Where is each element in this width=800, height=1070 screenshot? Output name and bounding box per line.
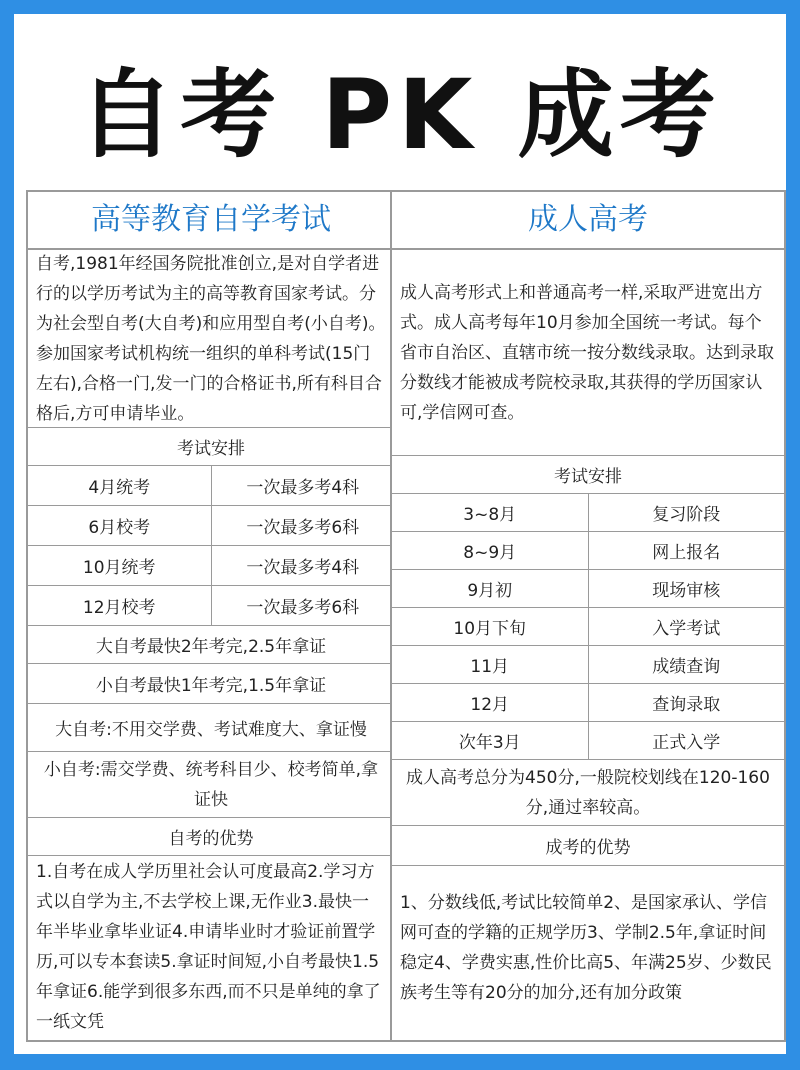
self-study-advantages: [28, 856, 394, 1038]
schedule-time: 9月初: [467, 581, 513, 601]
schedule-time: 3~8月: [463, 505, 517, 525]
schedule-desc: 正式入学: [588, 722, 785, 759]
table-row: [392, 494, 784, 532]
small-self-study-fastest: 小自考最快1年考完,1.5年拿证: [28, 664, 394, 704]
schedule-desc: 入学考试: [588, 608, 785, 645]
schedule-desc: 一次最多考6科: [211, 506, 395, 545]
adult-exam-column: [390, 190, 786, 1042]
table-row: [392, 684, 784, 722]
schedule-time: 10月下旬: [453, 619, 527, 639]
schedule-desc: 一次最多考6科: [211, 586, 395, 625]
table-row: [392, 646, 784, 684]
small-self-study-note-text: 小自考:需交学费、统考科目少、校考简单,拿证快: [43, 759, 379, 810]
table-row: [392, 532, 784, 570]
small-self-study-note: [28, 752, 394, 818]
schedule-time: 6月校考: [88, 518, 151, 538]
self-study-heading: 高等教育自学考试: [28, 192, 394, 250]
schedule-time: 10月统考: [82, 558, 156, 578]
self-study-advantages-text: 1.自考在成人学历里社会认可度最高2.学习方式以自学为主,不去学校上课,无作业3.最快一年半毕业拿毕业证4.申请毕业时才验证前置学历,可以专本套读5.拿证时间短,小自考最快1.5年拿证6.能学到很多东西,而不只是单纯的拿了一纸文凭: [36, 862, 381, 1032]
table-row: [28, 466, 394, 506]
adult-exam-score-note-text: 成人高考总分为450分,一般院校划线在120-160分,通过率较高。: [406, 767, 770, 818]
self-study-advantage-label: 自考的优势: [28, 818, 394, 856]
big-self-study-note: 大自考:不用交学费、考试难度大、拿证慢: [28, 704, 394, 752]
adult-exam-advantage-label: 成考的优势: [392, 826, 784, 866]
big-self-study-fastest: 大自考最快2年考完,2.5年拿证: [28, 626, 394, 664]
schedule-desc: 网上报名: [588, 532, 785, 569]
schedule-desc: 查询录取: [588, 684, 785, 721]
schedule-desc: 一次最多考4科: [211, 546, 395, 585]
adult-exam-advantages-text: 1、分数线低,考试比较简单2、是国家承认、学信网可查的学籍的正规学历3、学制2.5年,拿证时间稳定4、学费实惠,性价比高5、年满25岁、少数民族考生等有20分的加分,还有加分政策: [400, 893, 772, 1003]
schedule-desc: 成绩查询: [588, 646, 785, 683]
table-row: [392, 570, 784, 608]
schedule-desc: 一次最多考4科: [211, 466, 395, 505]
self-study-exam-column: [26, 190, 396, 1042]
page-title: 自考 PK 成考: [78, 59, 722, 171]
schedule-time: 12月: [470, 695, 510, 715]
adult-exam-score-note: [392, 760, 784, 826]
adult-exam-intro: [392, 250, 784, 456]
adult-exam-intro-text: 成人高考形式上和普通高考一样,采取严进宽出方式。成人高考每年10月参加全国统一考试。每个省市自治区、直辖市统一按分数线录取。达到录取分数线才能被成考院校录取,其获得的学历国家认可,学信网可查。: [400, 282, 774, 423]
self-study-schedule-label: 考试安排: [28, 428, 394, 466]
self-study-intro: [28, 250, 394, 428]
schedule-time: 4月统考: [88, 478, 151, 498]
schedule-time: 次年3月: [458, 733, 521, 753]
self-study-intro-text: 自考,1981年经国务院批准创立,是对自学者进行的以学历考试为主的高等教育国家考试。分为社会型自考(大自考)和应用型自考(小自考)。参加国家考试机构统一组织的单科考试(15门左右),合格一门,发一门的合格证书,所有科目合格后,方可申请毕业。: [36, 253, 386, 424]
table-row: [392, 608, 784, 646]
table-row: [28, 586, 394, 626]
schedule-desc: 现场审核: [588, 570, 785, 607]
adult-exam-heading: 成人高考: [392, 192, 784, 250]
schedule-time: 11月: [470, 657, 510, 677]
schedule-desc: 复习阶段: [588, 494, 785, 531]
table-row: [392, 722, 784, 760]
infographic-card: [14, 14, 786, 1054]
table-row: [28, 546, 394, 586]
schedule-time: 8~9月: [463, 543, 517, 563]
adult-exam-advantages: [392, 866, 784, 1030]
adult-exam-schedule-label: 考试安排: [392, 456, 784, 494]
table-row: [28, 506, 394, 546]
schedule-time: 12月校考: [82, 598, 156, 618]
